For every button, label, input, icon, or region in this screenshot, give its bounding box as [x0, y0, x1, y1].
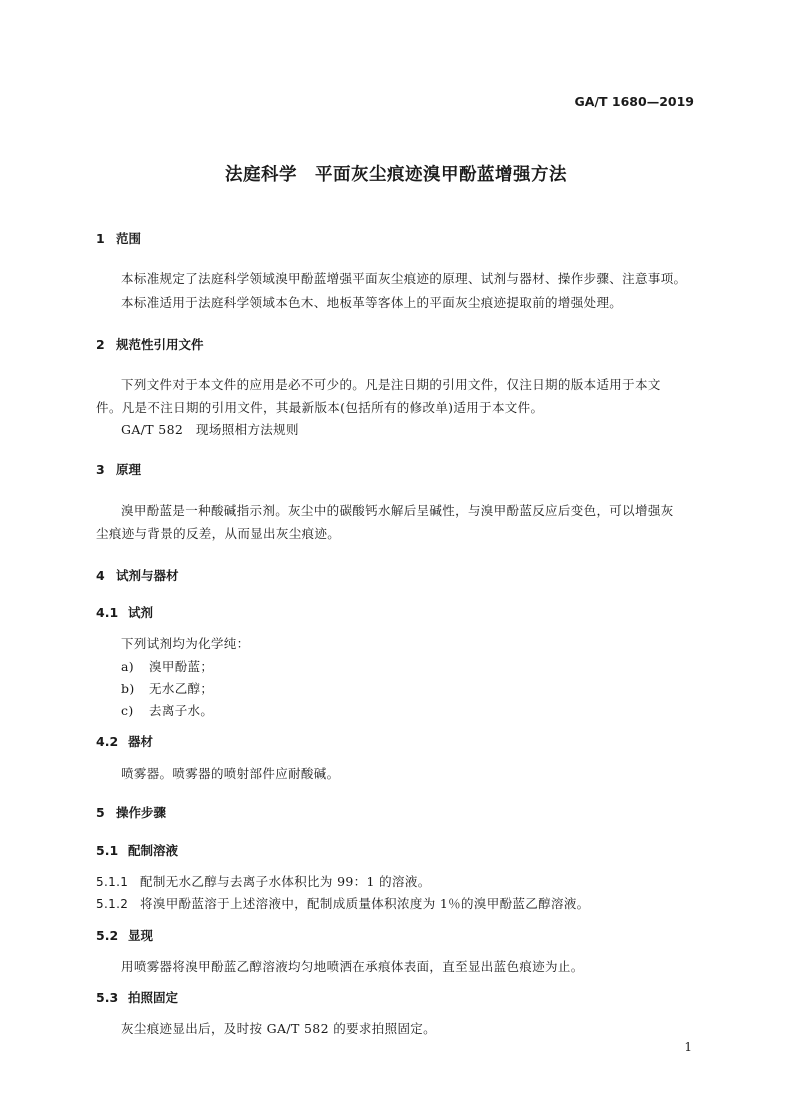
page-title [0, 161, 792, 186]
section-number: 5 [96, 805, 105, 820]
subsection-number: 4.2 [96, 734, 119, 749]
paragraph: 溴甲酚蓝是一种酸碱指示剂。灰尘中的碳酸钙水解后呈碱性，与溴甲酚蓝反应后变色，可以增强灰 [121, 503, 674, 518]
subsection-number: 5.2 [96, 928, 119, 943]
section-number: 4 [96, 568, 105, 583]
clause-5-1-1 [96, 872, 431, 890]
paragraph: 本标准适用于法庭科学领域本色木、地板革等客体上的平面灰尘痕迹提取前的增强处理。 [121, 295, 623, 310]
paragraph: 灰尘痕迹显出后，及时按 GA/T 582 的要求拍照固定。 [121, 1021, 436, 1036]
clause-number: 5.1.2 [96, 897, 129, 911]
paragraph: 喷雾器。喷雾器的喷射部件应耐酸碱。 [121, 766, 340, 781]
clause-number: 5.1.1 [96, 875, 129, 889]
subsection-number: 4.1 [96, 605, 119, 620]
list-item [121, 679, 213, 697]
subsection-title: 试剂 [128, 605, 154, 620]
subsection-title: 器材 [128, 734, 154, 749]
list-intro: 下列试剂均为化学纯： [121, 636, 250, 651]
section-5-heading [96, 803, 166, 821]
paragraph-continuation: 尘痕迹与背景的反差，从而显出灰尘痕迹。 [96, 526, 341, 541]
paragraph-continuation: 件。凡是不注日期的引用文件，其最新版本(包括所有的修改单)适用于本文件。 [96, 400, 544, 415]
section-title: 规范性引用文件 [116, 337, 204, 352]
section-title: 范围 [116, 231, 142, 246]
normative-reference: GA/T 582 现场照相方法规则 [121, 422, 299, 437]
clause-5-1-2 [96, 894, 590, 912]
section-4-heading [96, 566, 179, 584]
section-1-heading [96, 229, 141, 247]
clause-text: 将溴甲酚蓝溶于上述溶液中，配制成质量体积浓度为 1％的溴甲酚蓝乙醇溶液。 [140, 896, 590, 911]
paragraph: 本标准规定了法庭科学领域溴甲酚蓝增强平面灰尘痕迹的原理、试剂与器材、操作步骤、注意事项。 [121, 271, 687, 286]
subsection-title: 显现 [128, 928, 154, 943]
list-label: a) [121, 659, 135, 674]
list-text: 溴甲酚蓝； [149, 659, 214, 674]
subsection-title: 配制溶液 [128, 843, 179, 858]
section-number: 3 [96, 462, 105, 477]
section-3-heading [96, 460, 141, 478]
subsection-4-2-heading [96, 732, 153, 750]
paragraph: 下列文件对于本文件的应用是必不可少的。凡是注日期的引用文件，仅注日期的版本适用于本文 [121, 377, 661, 392]
subsection-number: 5.3 [96, 990, 119, 1005]
subsection-title: 拍照固定 [128, 990, 179, 1005]
subsection-5-3-heading [96, 988, 178, 1006]
section-title: 试剂与器材 [116, 568, 179, 583]
list-item [121, 657, 213, 675]
page-number: 1 [684, 1040, 692, 1054]
title-part-1: 法庭科学 [225, 165, 297, 185]
section-title: 原理 [116, 462, 142, 477]
subsection-5-2-heading [96, 926, 153, 944]
list-label: b) [121, 681, 135, 696]
subsection-4-1-heading [96, 603, 153, 621]
section-number: 2 [96, 337, 105, 352]
section-title: 操作步骤 [116, 805, 167, 820]
paragraph: 用喷雾器将溴甲酚蓝乙醇溶液均匀地喷洒在承痕体表面，直至显出蓝色痕迹为止。 [121, 959, 584, 974]
title-part-2: 平面灰尘痕迹溴甲酚蓝增强方法 [315, 165, 567, 185]
section-2-heading [96, 335, 204, 353]
list-label: c) [121, 703, 134, 718]
list-text: 去离子水。 [149, 703, 214, 718]
standard-code: GA/T 1680—2019 [574, 94, 694, 109]
subsection-number: 5.1 [96, 843, 119, 858]
section-number: 1 [96, 231, 105, 246]
subsection-5-1-heading [96, 841, 178, 859]
clause-text: 配制无水乙醇与去离子水体积比为 99：1 的溶液。 [140, 874, 431, 889]
list-item [121, 701, 213, 719]
list-text: 无水乙醇； [149, 681, 214, 696]
